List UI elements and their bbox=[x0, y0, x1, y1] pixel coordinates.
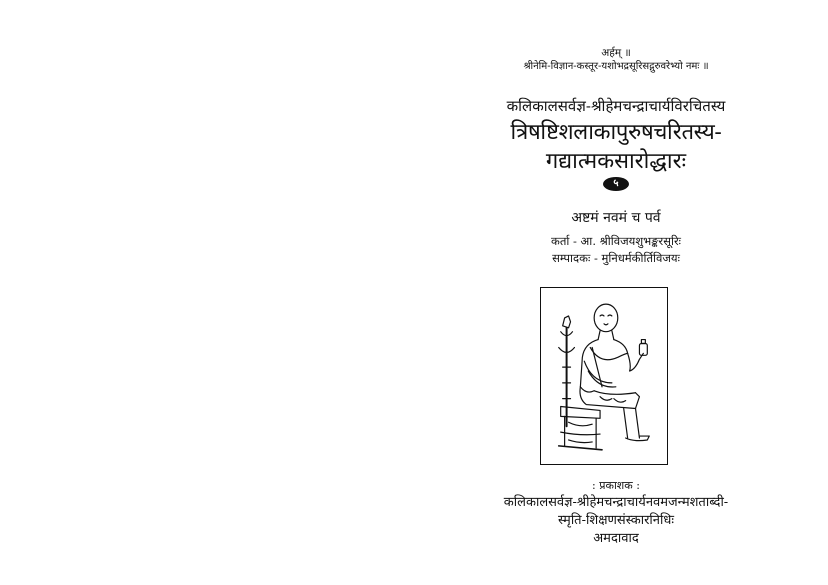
title-line-3: गद्यात्मकसारोद्धारः bbox=[545, 149, 687, 174]
parva-heading: अष्टमं नवमं च पर्व bbox=[571, 210, 661, 226]
portrait-frame bbox=[540, 287, 668, 465]
seated-monk-portrait-icon bbox=[541, 288, 667, 464]
volume-badge: ५ bbox=[603, 177, 629, 191]
publisher-label: : प्रकाशक : bbox=[592, 479, 640, 492]
author-line: कर्ता - आ. श्रीविजयशुभङ्करसूरिः bbox=[551, 234, 681, 248]
title-line-1: कलिकालसर्वज्ञ-श्रीहेमचन्द्राचार्यविरचितस्य bbox=[506, 97, 726, 115]
editor-line: सम्पादकः - मुनिधर्मकीर्तिविजयः bbox=[552, 251, 680, 265]
salutation-text: श्रीनेमि-विज्ञान-कस्तूर-यशोभद्रसूरिसद्गुरुवरेभ्यो नमः ॥ bbox=[523, 61, 709, 72]
publisher-city: अमदावाद bbox=[593, 531, 639, 546]
publisher-line-2: स्मृति-शिक्षणसंस्कारनिधिः bbox=[557, 513, 674, 528]
publisher-line-1: कलिकालसर्वज्ञ-श्रीहेमचन्द्राचार्यनवमजन्मशताब्दी- bbox=[503, 495, 729, 510]
invocation-text: अर्हम् ॥ bbox=[601, 47, 631, 59]
title-line-2: त्रिषष्टिशलाकापुरुषचरितस्य- bbox=[510, 120, 722, 145]
